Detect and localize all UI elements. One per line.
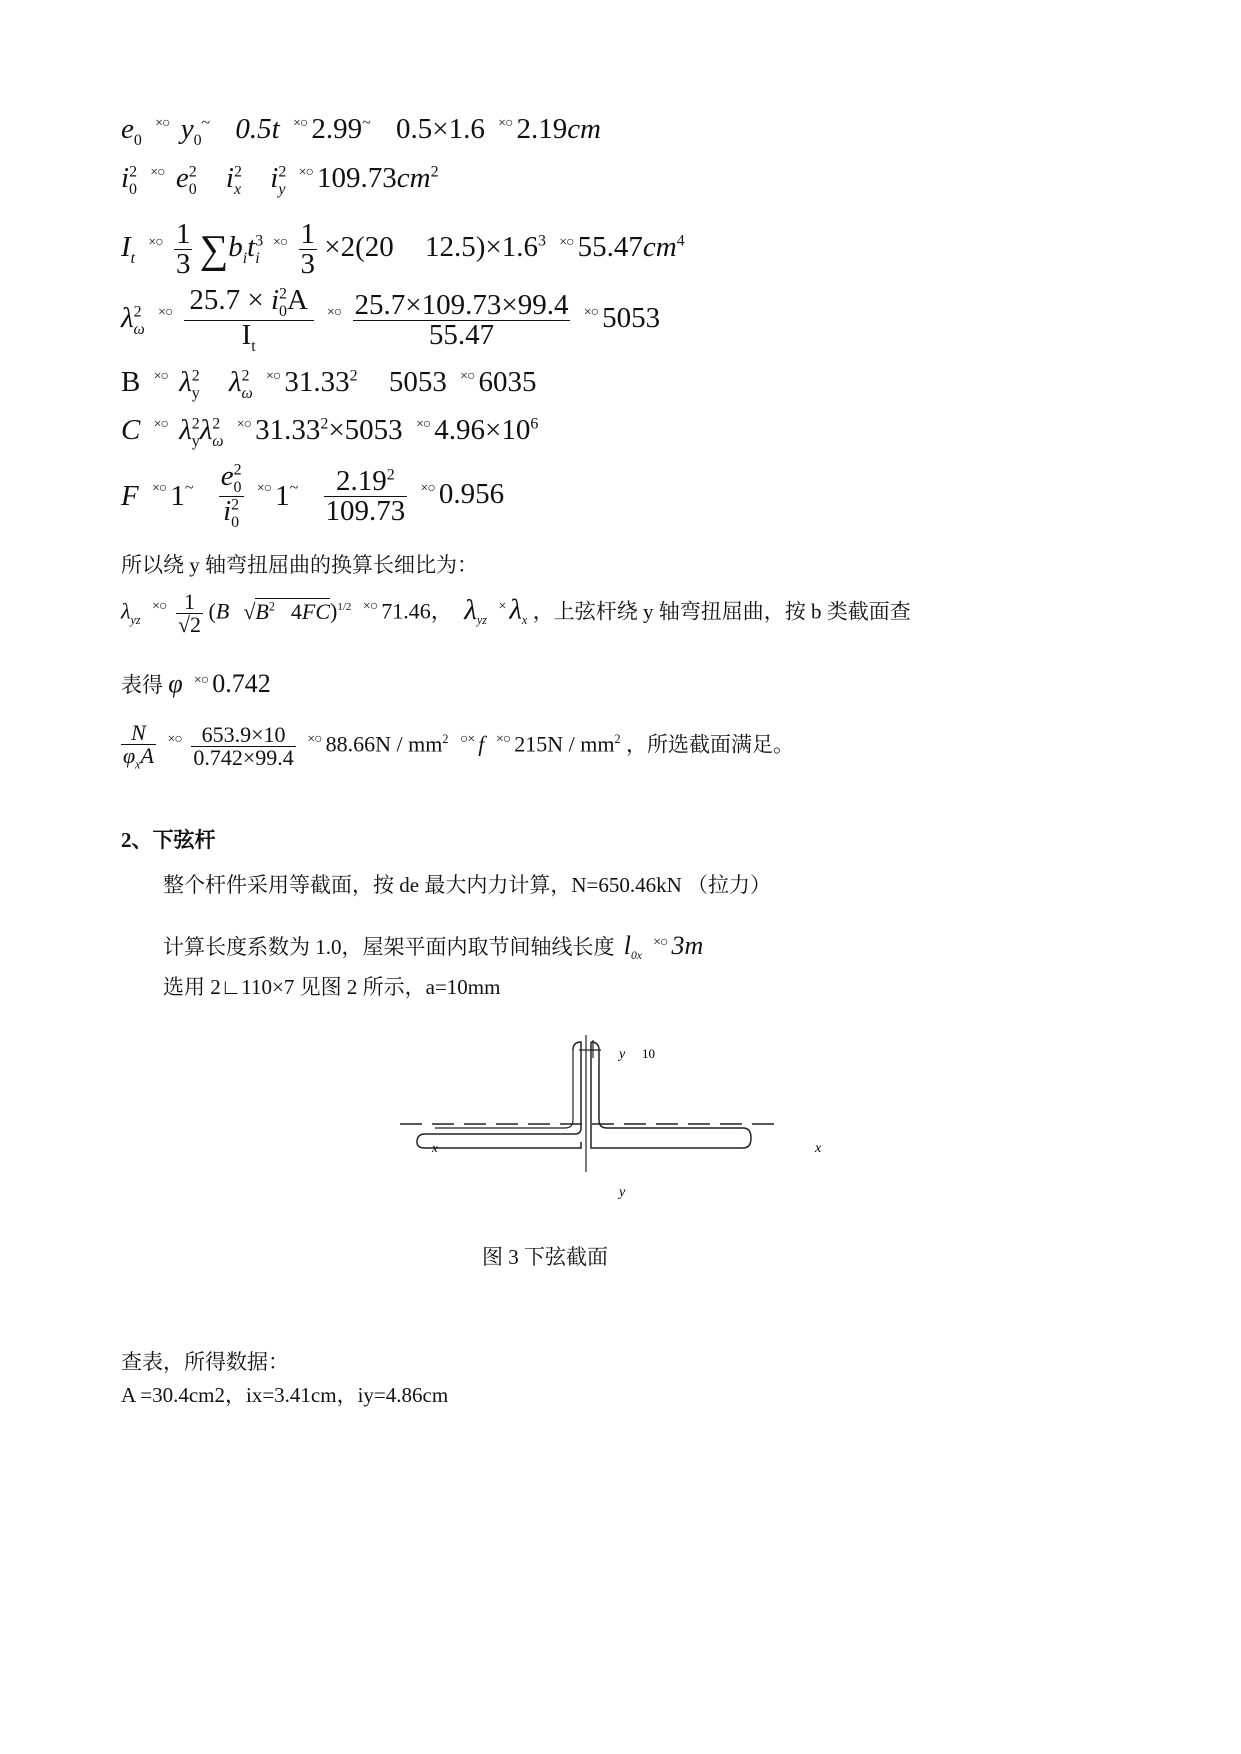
paragraph-effective-length: 计算长度系数为 1.0，屋架平面内取节间轴线长度 $l_{0x}$ ×○ 3m <box>163 931 704 963</box>
label-x-left: x <box>432 1140 438 1155</box>
formula-F: F ×○ 1~ $\frac{e^2_0}{i^2_0}$ ×○ 1~ $\frac{2.19^2}{109.73}$ ×○ 0.956 <box>121 460 505 531</box>
figure-caption: 图 3 下弦截面 <box>482 1245 608 1269</box>
formula-C: C ×○ $\lambda^2_y\lambda^2_\omega$ ×○ $31.33^2\times 5053$ ×○ $4.96\times 10^6$ <box>121 414 539 450</box>
paragraph-section-selection: 选用 2∟110×7 见图 2 所示，a=10mm <box>163 975 501 999</box>
formula-i0: $i^2_0$ ×○ $e^2_0$ $i^2_x$ $i^2_y$ ×○ $109.73cm^2$ <box>121 162 439 198</box>
paragraph-phi: 表得 φ ×○ 0.742 <box>121 669 271 698</box>
paragraph-slenderness: 所以绕 y 轴弯扭屈曲的换算长细比为： <box>121 553 478 577</box>
e0-symbol: $e_0$ <box>121 113 142 149</box>
section-heading-bottom-chord: 2、下弦杆 <box>121 828 216 852</box>
formula-B: B ×○ $\lambda^2_y$ $\lambda^2_\omega$ ×○ 31.33$^2$ 5053 ×○ 6035 <box>121 366 537 402</box>
label-y-top: y <box>619 1047 626 1062</box>
paragraph-design-force: 整个杆件采用等截面，按 de 最大内力计算，N=650.46kN （拉力） <box>163 873 771 897</box>
label-x-right: x <box>815 1141 822 1156</box>
formula-lambda-omega: $\lambda^2_\omega$ ×○ $\frac{25.7 \times i^2_0A}{I_t}$ ×○ $\frac{25.7\times 109.73\times 99.4}{55.47}$ ×○ 5053 <box>121 284 661 355</box>
right-angle-section <box>591 1042 751 1148</box>
label-y-bottom: y <box>619 1185 626 1200</box>
section-diagram <box>395 1030 865 1210</box>
left-angle-inner <box>435 1050 573 1128</box>
formula-It: $I_t$ ×○ $\frac{1}{3}$ $\sum b_it^3_i$ ×○ $\frac{1}{3}$ ×2(20 $12.5)\times 1.6^3$ ×○ $55.47cm^4$ <box>121 218 685 280</box>
label-10: 10 <box>642 1046 655 1061</box>
formula-stress-check: $\frac{N}{\varphi_xA}$ ×○ $\frac{653.9\times 10}{0.742\times 99.4}$ ×○ $88.66N / mm^2$ ○× f ×○ $215N / mm^2$ ，所选截面满足。 <box>123 720 795 772</box>
formula-lambda-yz: $\lambda_{yz}$ ×○ $\frac{1}{√2}$ (B $√B^2$ 4FC)$^{1/2}$ ×○ 71.46， $\lambda_{yz}$ × $\lambda_x$ ，上弦杆绕 y 轴弯扭屈曲，按 b 类截面查 <box>121 589 911 637</box>
paragraph-lookup: 查表，所得数据： <box>121 1350 289 1374</box>
left-angle-section <box>417 1042 581 1148</box>
paragraph-section-properties: A =30.4cm2，ix=3.41cm，iy=4.86cm <box>121 1383 449 1407</box>
formula-e0: $e_0$ ×○ $y_0^\sim$ 0.5t ×○ 2.99~ 0.5×1.6 ×○ 2.19cm <box>121 113 602 149</box>
